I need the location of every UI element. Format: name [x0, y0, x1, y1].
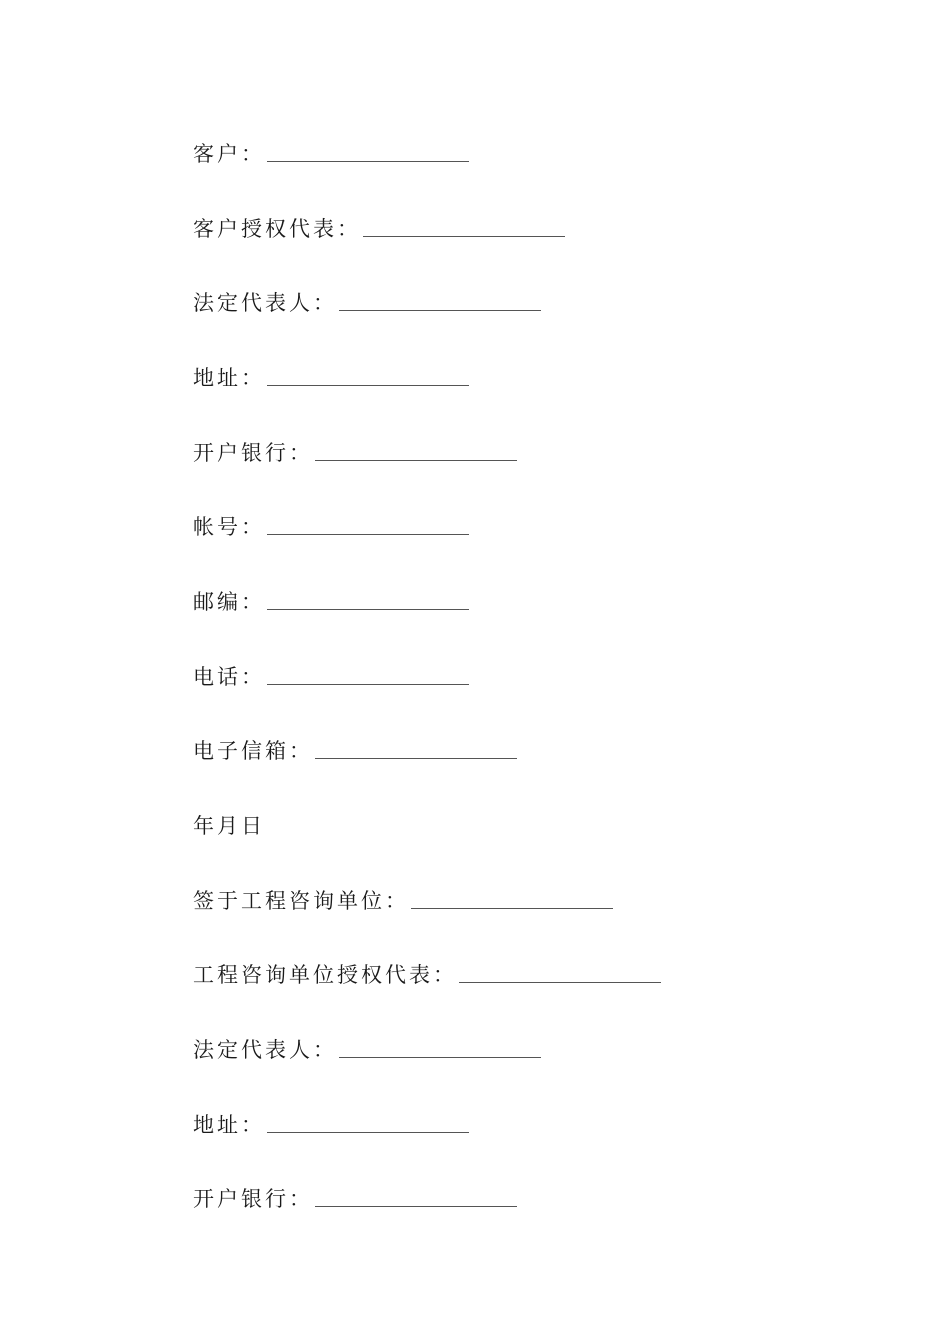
fill-in-blank[interactable]	[267, 681, 469, 685]
field-phone	[193, 660, 469, 690]
field-label: 法定代表人：	[193, 1038, 337, 1062]
field-email	[193, 734, 517, 764]
field-label: 邮编：	[193, 590, 265, 614]
field-account-number	[193, 510, 469, 540]
field-postal-code	[193, 585, 469, 615]
field-client	[193, 137, 469, 167]
fill-in-blank[interactable]	[267, 382, 469, 386]
field-label: 电子信箱：	[193, 739, 313, 763]
field-label: 地址：	[193, 366, 265, 390]
field-label: 开户银行：	[193, 1187, 313, 1211]
field-consulting-address	[193, 1108, 469, 1138]
fill-in-blank[interactable]	[411, 905, 613, 909]
field-consulting-legal-representative	[193, 1033, 541, 1063]
fill-in-blank[interactable]	[363, 233, 565, 237]
field-label: 地址：	[193, 1113, 265, 1137]
field-address	[193, 361, 469, 391]
field-label: 电话：	[193, 665, 265, 689]
field-client-authorized-rep	[193, 212, 565, 242]
field-label: 客户授权代表：	[193, 217, 361, 241]
field-consulting-bank	[193, 1182, 517, 1212]
fill-in-blank[interactable]	[315, 457, 517, 461]
field-label: 帐号：	[193, 515, 265, 539]
fill-in-blank[interactable]	[267, 158, 469, 162]
fill-in-blank[interactable]	[267, 531, 469, 535]
field-label: 客户：	[193, 142, 265, 166]
date-label: 年月日	[193, 814, 265, 838]
field-label: 法定代表人：	[193, 291, 337, 315]
fill-in-blank[interactable]	[267, 1129, 469, 1133]
field-consulting-authorized-rep	[193, 958, 661, 988]
field-legal-representative	[193, 286, 541, 316]
field-label: 工程咨询单位授权代表：	[193, 963, 457, 987]
field-date	[193, 809, 265, 839]
field-label: 开户银行：	[193, 441, 313, 465]
field-label: 签于工程咨询单位：	[193, 889, 409, 913]
field-bank	[193, 436, 517, 466]
fill-in-blank[interactable]	[315, 1203, 517, 1207]
field-consulting-unit	[193, 884, 613, 914]
fill-in-blank[interactable]	[339, 1054, 541, 1058]
fill-in-blank[interactable]	[339, 307, 541, 311]
fill-in-blank[interactable]	[315, 755, 517, 759]
fill-in-blank[interactable]	[459, 979, 661, 983]
fill-in-blank[interactable]	[267, 606, 469, 610]
